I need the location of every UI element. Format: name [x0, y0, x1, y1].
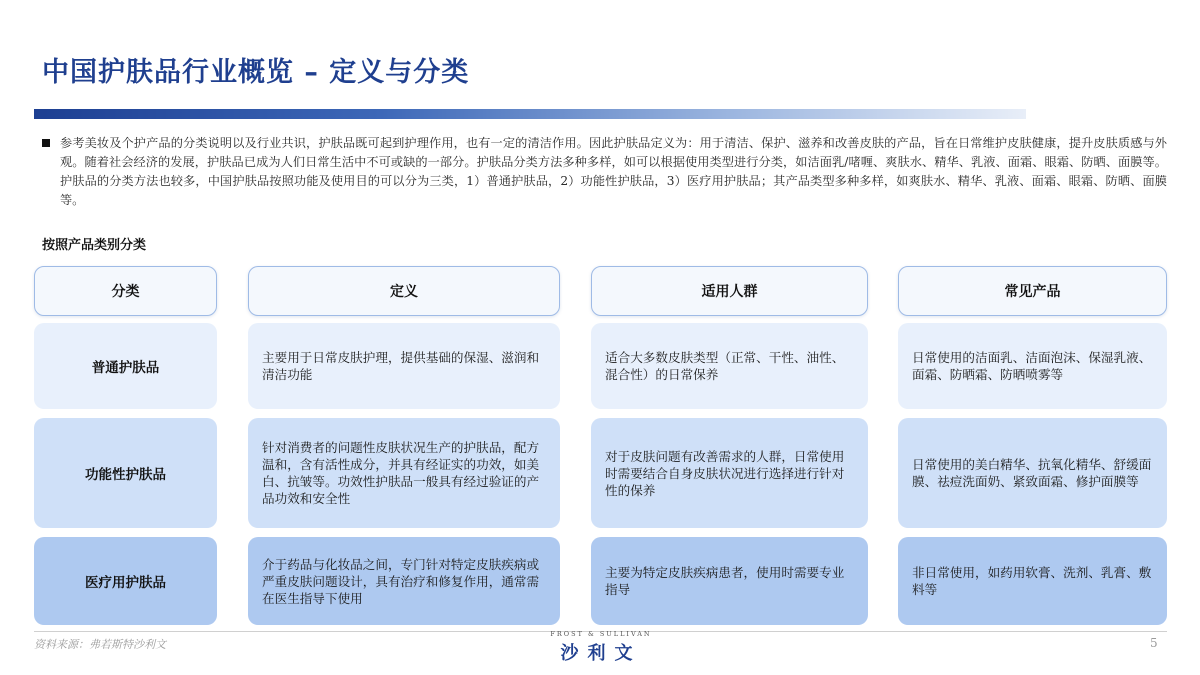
row3-definition: 介于药品与化妆品之间，专门针对特定皮肤疾病或严重皮肤问题设计，具有治疗和修复作用，通常需在医生指导下使用: [248, 537, 560, 625]
row1-definition: 主要用于日常皮肤护理，提供基础的保湿、滋润和清洁功能: [248, 323, 560, 409]
row3-products: 非日常使用，如药用软膏、洗剂、乳膏、敷料等: [898, 537, 1167, 625]
header-category: 分类: [34, 266, 217, 316]
row2-products: 日常使用的美白精华、抗氧化精华、舒缓面膜、祛痘洗面奶、紧致面霜、修护面膜等: [898, 418, 1167, 528]
intro-block: [42, 134, 1167, 210]
row1-category: 普通护肤品: [34, 323, 217, 409]
header-audience: 适用人群: [591, 266, 868, 316]
row1-products: 日常使用的洁面乳、洁面泡沫、保湿乳液、面霜、防晒霜、防晒喷雾等: [898, 323, 1167, 409]
logo-chinese-text: 沙利文: [560, 643, 642, 664]
title-gradient-bar: [34, 109, 1026, 119]
page-number: 5: [1150, 636, 1158, 650]
header-products: 常见产品: [898, 266, 1167, 316]
logo-english-text: FROST & SULLIVAN: [550, 630, 652, 638]
row2-category: 功能性护肤品: [34, 418, 217, 528]
frost-sullivan-logo: [542, 630, 660, 665]
header-definition: 定义: [248, 266, 560, 316]
intro-paragraph: 参考美妆及个护产品的分类说明以及行业共识，护肤品既可起到护理作用，也有一定的清洁作用。因此护肤品定义为：用于清洁、保护、滋养和改善皮肤的产品，旨在日常维护皮肤健康，提升皮肤质感与外观。随着社会经济的发展，护肤品已成为人们日常生活中不可或缺的一部分。护肤品分类方法多种多样，如可以根据使用类型进行分类，如洁面乳/啫喱、爽肤水、精华、乳液、面霜、眼霜、防晒、面膜等。护肤品的分类方法也较多，中国护肤品按照功能及使用目的可以分为三类，1）普通护肤品，2）功能性护肤品，3）医疗用护肤品；其产品类型多种多样，如爽肤水、精华、乳液、面霜、眼霜、防晒、面膜等。: [60, 136, 1167, 207]
page-title: 中国护肤品行业概览 – 定义与分类: [42, 57, 470, 88]
square-bullet-icon: [42, 139, 50, 147]
row3-category: 医疗用护肤品: [34, 537, 217, 625]
row3-audience: 主要为特定皮肤疾病患者，使用时需要专业指导: [591, 537, 868, 625]
source-note: 资料来源：弗若斯特沙利文: [34, 638, 166, 651]
row2-audience: 对于皮肤问题有改善需求的人群，日常使用时需要结合自身皮肤状况进行选择进行针对性的保养: [591, 418, 868, 528]
section-label: 按照产品类别分类: [42, 238, 147, 253]
row2-definition: 针对消费者的问题性皮肤状况生产的护肤品，配方温和，含有活性成分，并具有经证实的功效，如美白、抗皱等。功效性护肤品一般具有经过验证的产品功效和安全性: [248, 418, 560, 528]
row1-audience: 适合大多数皮肤类型（正常、干性、油性、混合性）的日常保养: [591, 323, 868, 409]
